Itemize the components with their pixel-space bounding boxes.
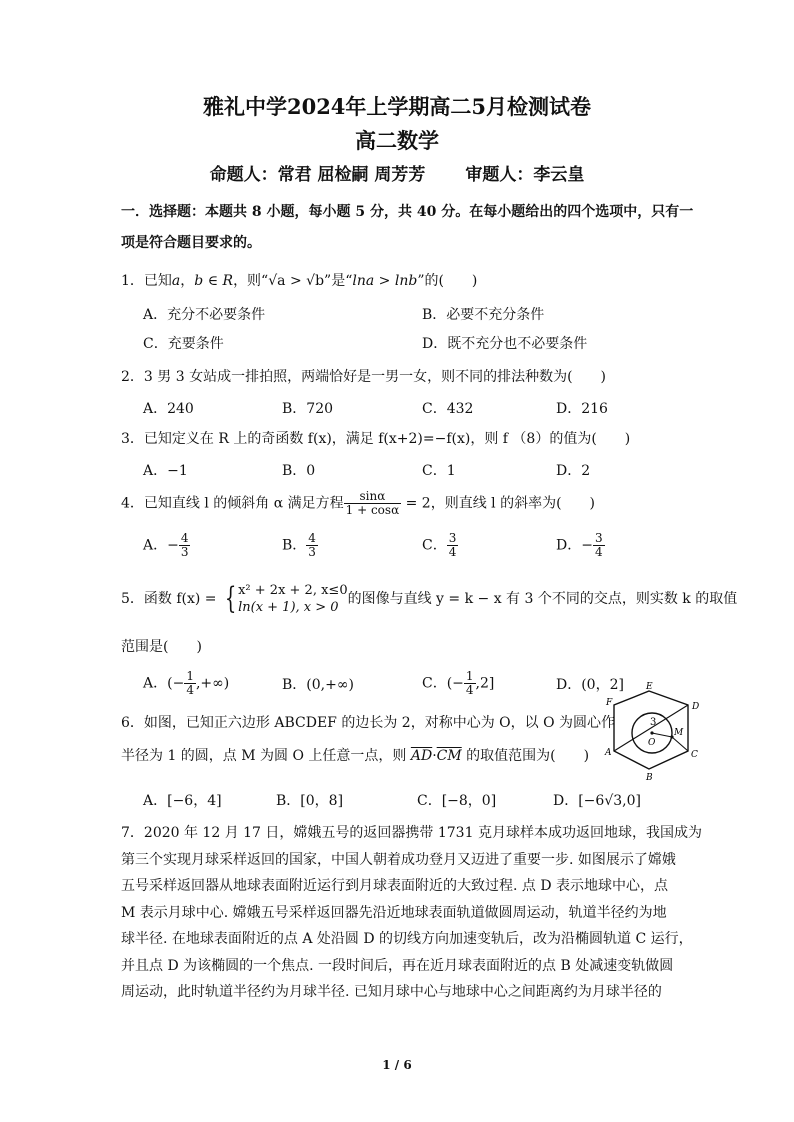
point-o xyxy=(650,731,653,734)
q5-c-num: 1 xyxy=(465,669,474,683)
q6-line2-post: 的取值范围为( ) xyxy=(461,748,590,764)
q2-option-a: A．240 xyxy=(143,401,194,417)
q4-b-label: B． xyxy=(282,537,307,554)
q5-case1: x² + 2x + 2, x≤0 xyxy=(238,583,348,598)
q4-b-num: 4 xyxy=(308,531,316,545)
q4-c-den: 4 xyxy=(448,545,457,559)
q5-option-a xyxy=(143,670,229,697)
q4-b-frac xyxy=(306,532,318,559)
q1-option-b: B．必要不充分条件 xyxy=(422,307,545,323)
section-header-line2: 项是符合题目要求的。 xyxy=(121,235,261,251)
question-6-line1: 6．如图，已知正六边形 ABCDEF 的边长为 2，对称中心为 O，以 O 为圆心作 xyxy=(121,715,615,731)
q4-b-den: 3 xyxy=(308,545,316,559)
hexagon-figure xyxy=(606,683,706,783)
q5-pre: 5．函数 f(x) = xyxy=(121,591,221,607)
question-6-line2 xyxy=(121,745,589,765)
q1-ln-cond: lna > lnb xyxy=(352,273,418,289)
q6-option-b: B．[0，8] xyxy=(276,793,344,809)
q5-post: 的图像与直线 y = k − x 有 3 个不同的交点，则实数 k 的取值 xyxy=(347,591,738,607)
section-header-line1: 一．选择题：本题共 8 小题，每小题 5 分，共 40 分。在每小题给出的四个选项中，只有一 xyxy=(121,204,694,220)
authors-line xyxy=(0,160,794,185)
q1-text1: ，则“ xyxy=(233,273,269,289)
q2-option-c: C．432 xyxy=(422,401,474,417)
q5-c-label: C．(− xyxy=(422,675,464,692)
q4-c-num: 3 xyxy=(448,531,457,545)
q5-option-d: D．(0，2] xyxy=(556,677,624,693)
q5-a-den: 4 xyxy=(186,683,194,697)
q6-option-a: A．[−6，4] xyxy=(143,793,222,809)
label-f: F xyxy=(606,698,613,708)
q5-a-post: ,+∞) xyxy=(195,675,230,692)
q4-fraction xyxy=(344,490,402,517)
q5-case2: ln(x + 1), x > 0 xyxy=(238,600,339,615)
q4-frac-num: sinα xyxy=(344,490,402,504)
q1-sqrt-b: √b xyxy=(306,273,325,289)
q5-c-post: ,2] xyxy=(475,675,495,692)
segment-cm xyxy=(672,737,688,751)
q1-pre: 1．已知 xyxy=(121,273,172,289)
q4-d-frac xyxy=(593,532,605,559)
q2-option-d: D．216 xyxy=(556,401,608,417)
q2-option-b: B．720 xyxy=(282,401,334,417)
question-5 xyxy=(121,582,737,616)
question-4 xyxy=(121,490,595,517)
q3-option-a: A．−1 xyxy=(143,463,188,479)
authors-setters: 命题人：常君 屈检嗣 周芳芳 xyxy=(209,165,426,185)
question-7 xyxy=(121,820,711,1006)
q4-a-label: A．− xyxy=(143,537,179,554)
q6-option-c: C．[−8，0] xyxy=(417,793,497,809)
question-2: 2．3 男 3 女站成一排拍照，两端恰好是一男一女，则不同的排法种数为( ) xyxy=(121,369,606,385)
segment-om xyxy=(652,733,672,737)
q4-option-c xyxy=(422,532,458,559)
q6-line2-pre: 半径为 1 的圆，点 M 为圆 O 上任意一点，则 xyxy=(121,748,411,764)
q3-option-c: C．1 xyxy=(422,463,456,479)
label-three: 3 xyxy=(650,717,657,728)
question-3: 3．已知定义在 R 上的奇函数 f(x)，满足 f(x+2)=−f(x)，则 f （8）的值为( ) xyxy=(121,431,631,447)
q4-c-frac xyxy=(447,532,459,559)
label-m: M xyxy=(674,728,684,738)
q5-option-c xyxy=(422,670,494,697)
q4-a-den: 3 xyxy=(180,545,189,559)
q1-text3: ”的( ) xyxy=(417,273,478,289)
q1-sep: ， xyxy=(180,273,195,289)
q5-a-frac xyxy=(184,670,196,697)
q6-option-d: D．[−6√3,0] xyxy=(553,793,641,809)
q4-d-num: 3 xyxy=(594,531,603,545)
q6-vector-cm: $\overline{CM}$ xyxy=(436,748,462,764)
q1-option-d: D．既不充分也不必要条件 xyxy=(422,336,588,352)
q4-a-num: 4 xyxy=(180,531,189,545)
q7-line: 周运动，此时轨道半径约为月球半径. 已知月球中心与地球中心之间距离约为月球半径的 xyxy=(121,984,662,1000)
q6-dot: · xyxy=(432,748,437,764)
q7-line: 并且点 D 为该椭圆的一个焦点. 一段时间后，再在近月球表面附近的点 B 处减速变轨做圆 xyxy=(121,957,674,974)
q7-line: 第三个实现月球采样返回的国家，中国人朝着成功登月又迈进了重要一步. 如图展示了嫦娥 xyxy=(121,851,676,868)
label-d: D xyxy=(692,702,700,712)
q3-option-b: B．0 xyxy=(282,463,316,479)
q4-pre: 4．已知直线 l 的倾斜角 α 满足方程 xyxy=(121,495,344,512)
q6-vector-ad: $\overline{AD}$ xyxy=(410,748,433,764)
q4-d-den: 4 xyxy=(594,545,603,559)
q4-a-frac xyxy=(179,532,191,559)
label-c: C xyxy=(691,750,698,760)
label-o: O xyxy=(648,738,656,748)
q1-cond: b ∈ R xyxy=(194,273,234,289)
q7-line: M 表示月球中心. 嫦娥五号采样返回器先沿近地球表面轨道做圆周运动，轨道半径约为地 xyxy=(121,904,667,921)
q5-brace: { xyxy=(224,581,237,616)
label-b: B xyxy=(646,773,653,783)
q5-line2: 范围是( ) xyxy=(121,639,202,655)
exam-subtitle: 高二数学 xyxy=(355,128,439,153)
q5-piecewise xyxy=(238,582,348,616)
q5-c-den: 4 xyxy=(465,683,474,697)
q4-option-a xyxy=(143,532,190,559)
q1-var-a: a xyxy=(171,273,181,289)
label-a: A xyxy=(605,748,612,758)
q1-option-c: C．充要条件 xyxy=(143,336,224,352)
q5-option-b: B．(0,+∞) xyxy=(282,677,354,693)
q1-sqrt-a: √a xyxy=(268,273,286,289)
q4-post: = 2，则直线 l 的斜率为( ) xyxy=(401,495,596,512)
page-number: 1 / 6 xyxy=(382,1058,412,1072)
q4-d-label: D．− xyxy=(556,537,593,554)
q5-a-label: A．(− xyxy=(143,675,185,692)
q5-a-num: 1 xyxy=(186,669,194,683)
q4-frac-den: 1 + cosα xyxy=(345,503,400,517)
label-e: E xyxy=(646,682,653,692)
q1-gt: > xyxy=(285,273,307,289)
q3-option-d: D．2 xyxy=(556,463,591,479)
q7-line: 球半径. 在地球表面附近的点 A 处沿圆 D 的切线方向加速变轨后，改为沿椭圆轨道 C 运行， xyxy=(121,931,693,947)
q4-option-b xyxy=(282,532,318,559)
q1-option-a: A．充分不必要条件 xyxy=(143,307,266,323)
question-1 xyxy=(121,270,477,290)
q7-line: 五号采样返回器从地球表面附近运行到月球表面附近的大致过程. 点 D 表示地球中心，点 xyxy=(121,878,669,894)
q1-text2: ”是“ xyxy=(324,273,353,289)
q5-c-frac xyxy=(464,670,476,697)
q4-option-d xyxy=(556,532,605,559)
q7-line: 7．2020 年 12 月 17 日，嫦娥五号的返回器携带 1731 克月球样本成功返回地球，我国成为 xyxy=(121,825,702,841)
exam-title: 雅礼中学2024年上学期高二5月检测试卷 xyxy=(202,94,592,119)
q4-c-label: C． xyxy=(422,537,447,554)
authors-reviewer: 审题人：李云皇 xyxy=(465,165,585,185)
